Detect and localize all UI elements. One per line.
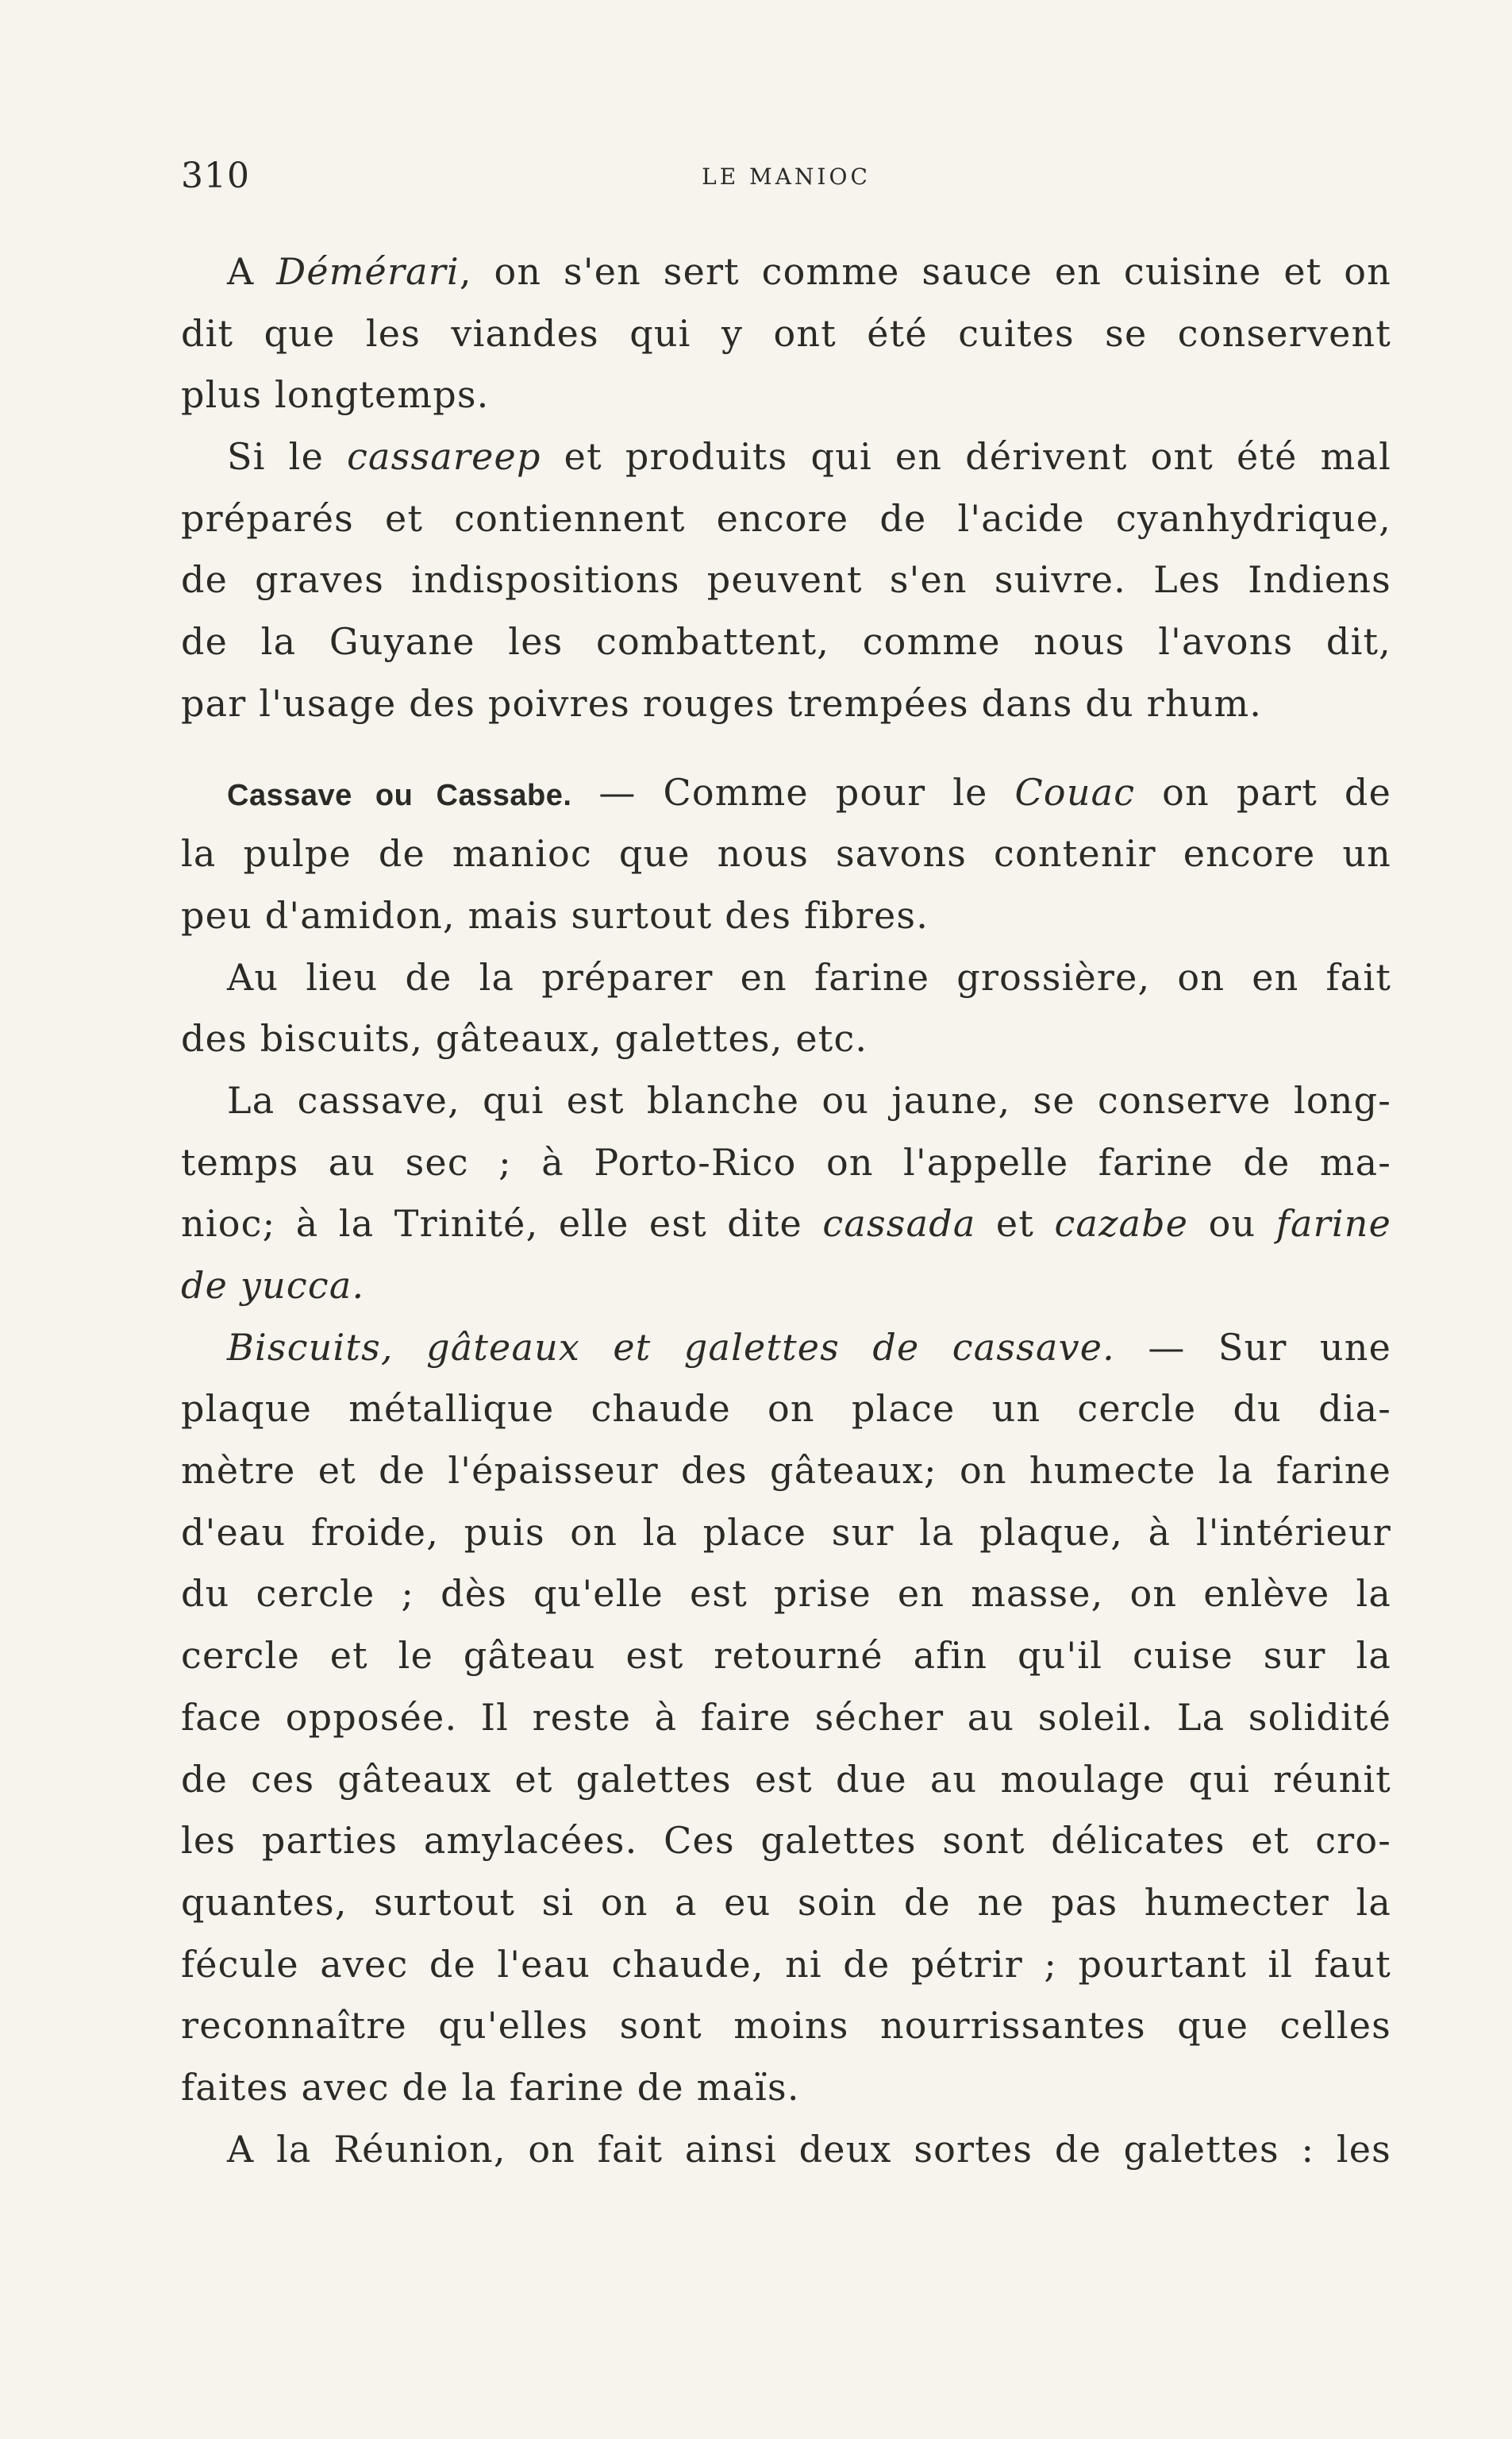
section-gap [181,735,1391,762]
running-title: LE MANIOC [702,164,871,190]
page-header [181,156,1391,203]
text-line: de la Guyane les combattent, comme nous l'avons dit, [181,620,1391,664]
text-line: nioc; à la Trinité, elle est dite cassada et cazabe ou farine [181,1202,1391,1246]
text-line: du cercle ; dès qu'elle est prise en masse, on enlève la [181,1572,1391,1616]
text-line: cercle et le gâteau est retourné afin qu'il cuise sur la [181,1634,1391,1678]
body-text [181,241,1391,2180]
text-line: A Démérari, on s'en sert comme sauce en cuisine et on [227,250,1391,293]
text-line: de yucca. [181,1264,365,1307]
subheading-line: Biscuits, gâteaux et galettes de cassave. — Sur une [227,1325,1391,1369]
text-line: de ces gâteaux et galettes est due au moulage qui réunit [181,1757,1391,1801]
text-line: de graves indispositions peuvent s'en suivre. Les Indiens [181,558,1391,602]
text-line: quantes, surtout si on a eu soin de ne pas humecter la [181,1880,1391,1924]
text-line: mètre et de l'épaisseur des gâteaux; on humecte la farine [181,1449,1391,1493]
text-line: Si le cassareep et produits qui en dérivent ont été mal [227,435,1391,479]
text-line: peu d'amidon, mais surtout des fibres. [181,893,929,937]
text-line: faites avec de la farine de maïs. [181,2065,800,2109]
subheading: Biscuits, gâteaux et galettes de cassave. [227,1325,1115,1369]
text-line: d'eau froide, puis on la place sur la plaque, à l'intérieur [181,1510,1391,1554]
text-line: face opposée. Il reste à faire sécher au soleil. La solidité [181,1695,1391,1739]
text-line: plaque métallique chaude on place un cercle du dia- [181,1387,1391,1431]
text-line: reconnaître qu'elles sont moins nourrissantes que celles [181,2004,1391,2048]
text-line: des biscuits, gâteaux, galettes, etc. [181,1017,868,1061]
text-line: temps au sec ; à Porto-Rico on l'appelle farine de ma- [181,1140,1391,1184]
text-line: les parties amylacées. Ces galettes sont délicates et cro- [181,1819,1391,1863]
text-line: dit que les viandes qui y ont été cuites se conservent [181,311,1391,355]
text-line: A la Réunion, on fait ainsi deux sortes de galettes : les [227,2127,1391,2171]
section-heading-line: Cassave ou Cassabe. — Comme pour le Couac on part de [227,770,1391,814]
text-line: Au lieu de la préparer en farine grossière, on en fait [227,955,1391,999]
text-line: plus longtemps. [181,373,490,417]
text-line: fécule avec de l'eau chaude, ni de pétrir ; pourtant il faut [181,1942,1391,1986]
text-line: La cassave, qui est blanche ou jaune, se conserve long- [227,1078,1391,1122]
text-line: la pulpe de manioc que nous savons contenir encore un [181,832,1391,876]
text-line: par l'usage des poivres rouges trempées dans du rhum. [181,681,1263,725]
section-heading: Cassave ou Cassabe. [227,778,572,812]
text-line: préparés et contiennent encore de l'acide cyanhydrique, [181,496,1391,540]
page-number: 310 [181,156,250,196]
